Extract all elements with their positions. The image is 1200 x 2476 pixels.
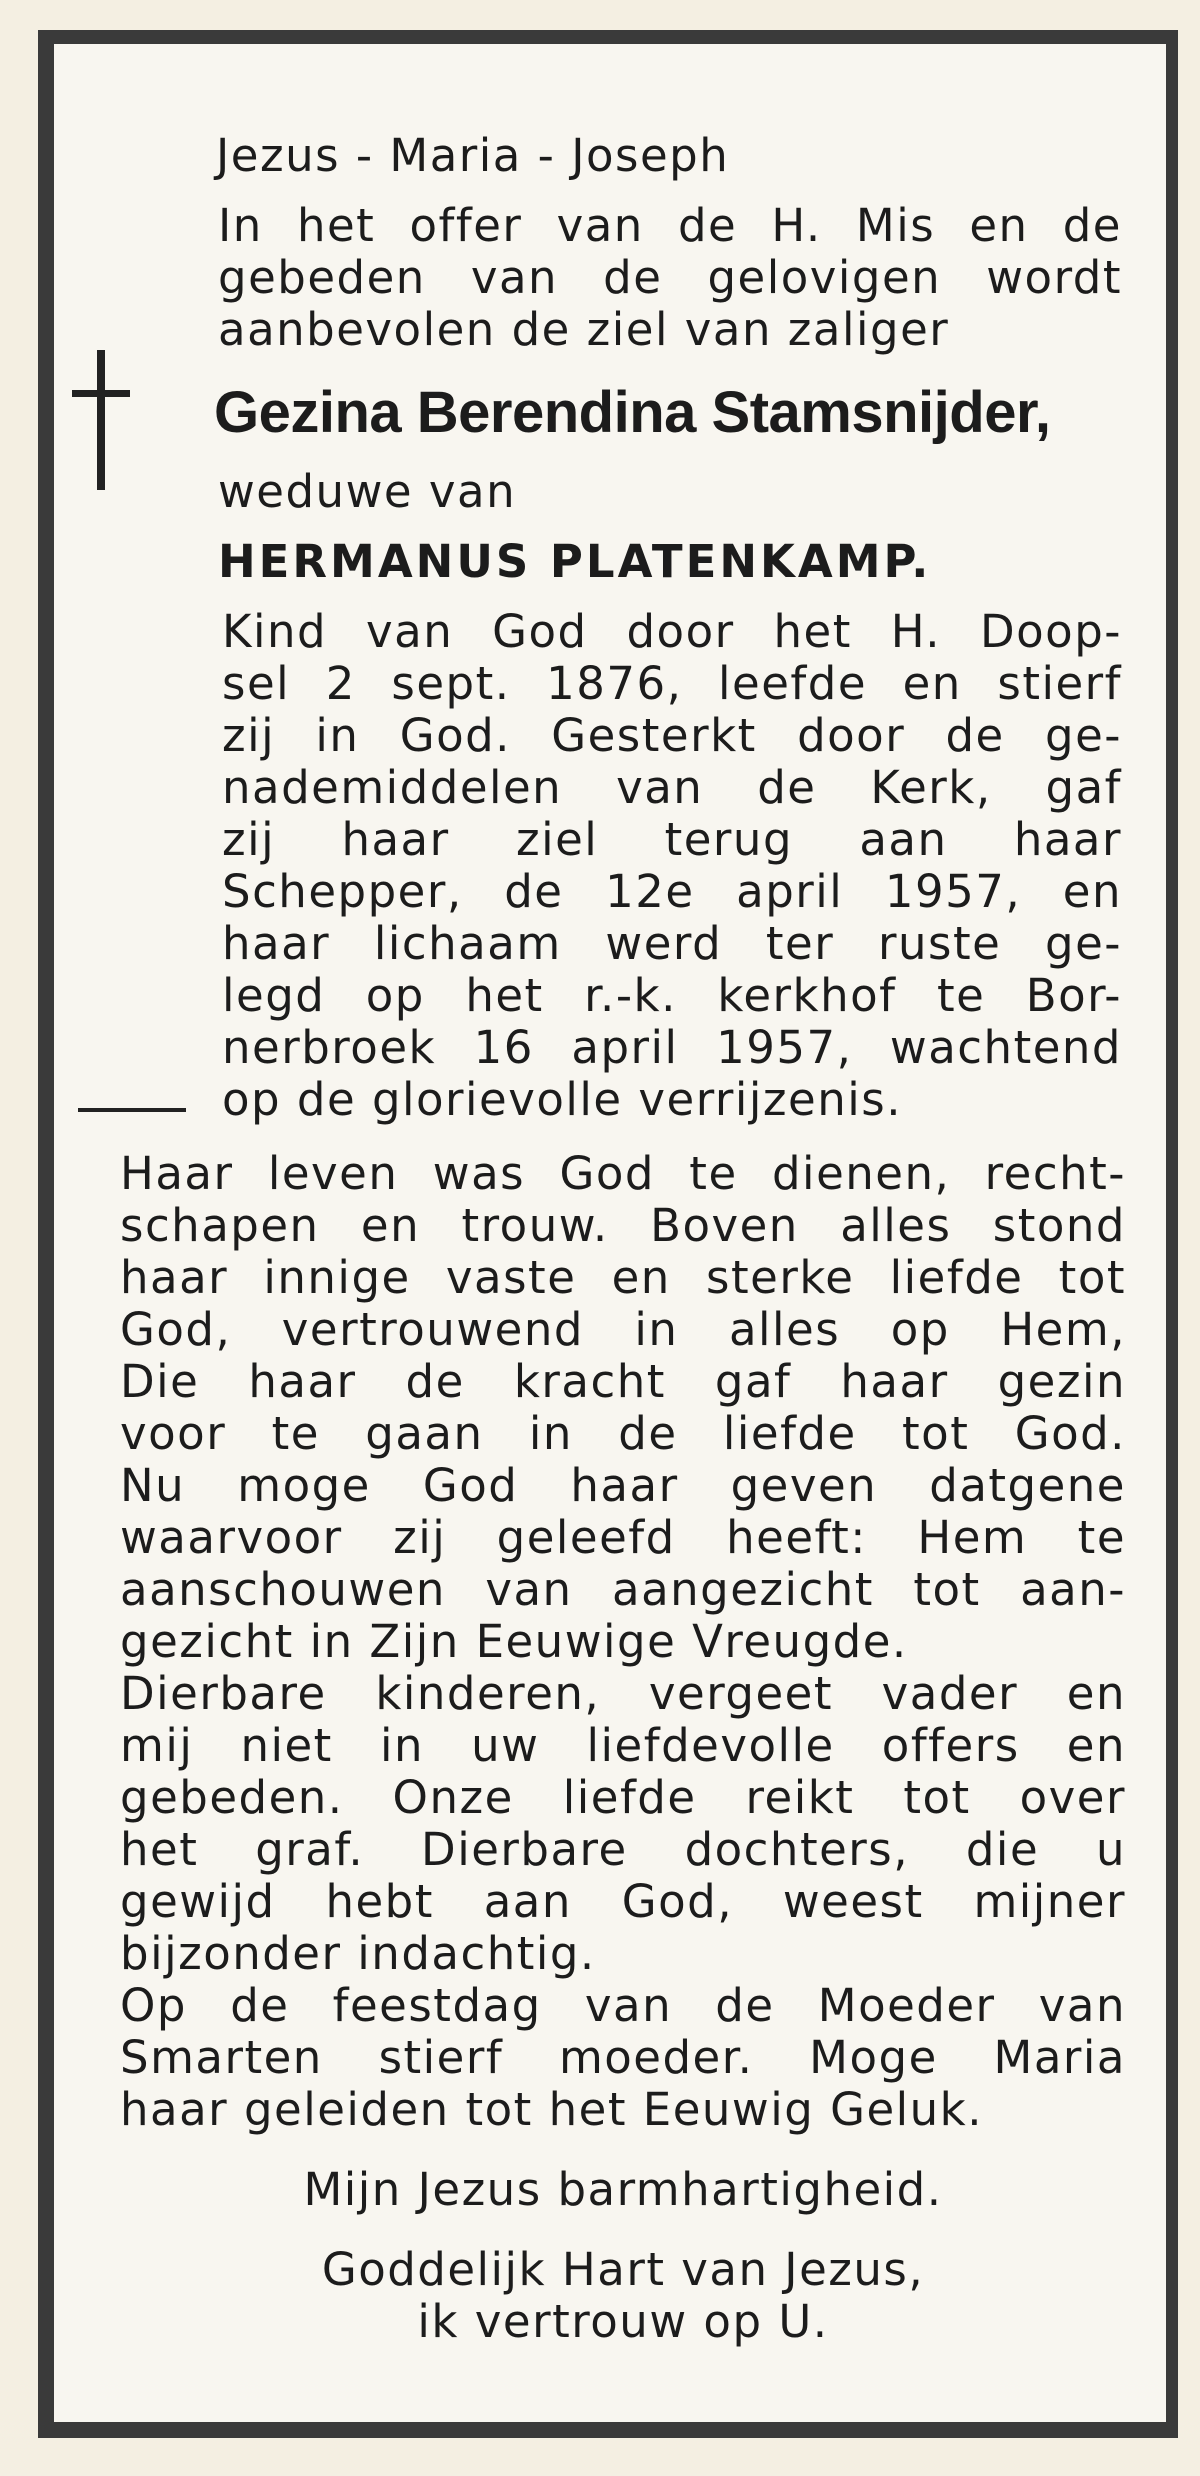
reflection-line: Op de feestdag van de Moeder van <box>120 1979 1126 2032</box>
reflection-line: aanschouwen van aangezicht tot aan- <box>120 1563 1126 1616</box>
reflection-line: haar geleiden tot het Eeuwig Geluk. <box>120 2083 984 2136</box>
reflection-line: Haar leven was God te dienen, recht- <box>120 1147 1126 1200</box>
biography-line: op de glorievolle verrijzenis. <box>222 1073 903 1126</box>
reflection-line: Dierbare kinderen, vergeet vader en <box>120 1667 1126 1720</box>
biography-line: Schepper, de 12e april 1957, en <box>222 865 1122 918</box>
prayer-line: ik vertrouw op U. <box>417 2295 829 2348</box>
biography-line: Kind van God door het H. Doop- <box>222 605 1122 658</box>
reflection-line: Smarten stierf moeder. Moge Maria <box>120 2031 1126 2084</box>
cross-icon <box>72 350 130 490</box>
intro-line: aanbevolen de ziel van zaliger <box>218 303 950 356</box>
intro-line: gebeden van de gelovigen wordt <box>218 251 1122 304</box>
separator-dash <box>78 1108 186 1112</box>
reflection-line: schapen en trouw. Boven alles stond <box>120 1199 1126 1252</box>
reflection-line: voor te gaan in de liefde tot God. <box>120 1407 1126 1460</box>
biography-line: nademiddelen van de Kerk, gaf <box>222 761 1122 814</box>
biography-line: haar lichaam werd ter ruste ge- <box>222 917 1122 970</box>
reflection-line: Die haar de kracht gaf haar gezin <box>120 1355 1126 1408</box>
biography-line: zij haar ziel terug aan haar <box>222 813 1122 866</box>
prayer-line: Goddelijk Hart van Jezus, <box>321 2243 925 2296</box>
widow-of-label: weduwe van <box>218 465 517 518</box>
biography-line: legd op het r.-k. kerkhof te Bor- <box>222 969 1122 1022</box>
reflection-line: gezicht in Zijn Eeuwige Vreugde. <box>120 1615 908 1668</box>
reflection-line: gebeden. Onze liefde reikt tot over <box>120 1771 1126 1824</box>
deceased-name: Gezina Berendina Stamsnijder, <box>214 380 1051 445</box>
reflection-line: waarvoor zij geleefd heeft: Hem te <box>120 1511 1126 1564</box>
reflection-line: het graf. Dierbare dochters, die u <box>120 1823 1126 1876</box>
spouse-name: HERMANUS PLATENKAMP. <box>218 535 932 588</box>
invocation: Jezus - Maria - Joseph <box>216 129 730 182</box>
biography-line: nerbroek 16 april 1957, wachtend <box>222 1021 1122 1074</box>
reflection-line: bijzonder indachtig. <box>120 1927 596 1980</box>
biography-line: sel 2 sept. 1876, leefde en stierf <box>222 657 1122 710</box>
reflection-line: gewijd hebt aan God, weest mijner <box>120 1875 1126 1928</box>
reflection-line: Nu moge God haar geven datgene <box>120 1459 1126 1512</box>
reflection-line: God, vertrouwend in alles op Hem, <box>120 1303 1126 1356</box>
reflection-line: mij niet in uw liefdevolle offers en <box>120 1719 1126 1772</box>
biography-line: zij in God. Gesterkt door de ge- <box>222 709 1122 762</box>
reflection-line: haar innige vaste en sterke liefde tot <box>120 1251 1126 1304</box>
intro-line: In het offer van de H. Mis en de <box>218 199 1122 252</box>
prayer-line: Mijn Jezus barmhartigheid. <box>303 2163 943 2216</box>
